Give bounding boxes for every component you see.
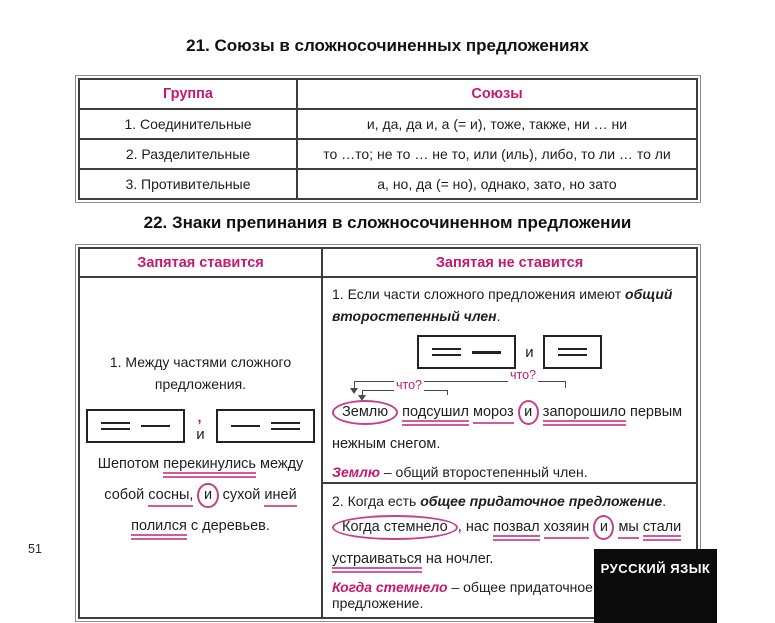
rule-common-subordinate: 2. Когда есть общее придаточное предложение.	[332, 492, 667, 509]
group-cell: 2. Разделительные	[79, 139, 297, 169]
clause-box	[86, 409, 185, 443]
word: нас	[465, 519, 490, 536]
caption-subordinate-clause: Когда стемнело – общее придаточное предложение.	[332, 578, 593, 611]
word-subject: мы	[618, 519, 638, 539]
table-row	[79, 169, 697, 199]
oval-subordinate-clause: Когда стемнело	[332, 515, 458, 540]
caption-term: Когда стемнело	[332, 578, 448, 595]
rule-common-secondary-member: 1. Если части сложного предложения имеют общий второстепенный член.	[332, 286, 673, 324]
table-row	[79, 109, 697, 139]
word-predicate: стали	[643, 519, 681, 541]
table-row	[79, 139, 697, 169]
clause-box	[417, 335, 516, 369]
word-predicate: позвал	[493, 519, 539, 541]
clause-scheme-right	[332, 335, 687, 369]
group-cell: 1. Соединительные	[79, 109, 297, 139]
clause-scheme-left	[86, 409, 315, 443]
word: между	[260, 455, 304, 472]
subject-line-icon	[472, 351, 501, 354]
table-header-row	[79, 248, 697, 277]
subject-line-icon	[141, 425, 170, 428]
word-subject: иней	[264, 487, 296, 507]
caption-term: Землю	[332, 463, 380, 480]
conjunctions-table-frame	[75, 75, 701, 203]
unions-cell: а, но, да (= но), однако, зато, но зато	[297, 169, 697, 199]
brand-logo	[594, 549, 717, 623]
comma-used-cell	[79, 277, 322, 618]
word-predicate: полился	[131, 518, 187, 540]
word-subject: мороз	[473, 404, 514, 424]
predicate-line-icon	[432, 348, 461, 356]
question-label-short: что?	[396, 378, 423, 393]
caption-common-member: Землю – общий второстепенный член.	[332, 463, 588, 480]
section-21-title: 21. Союзы в сложносочиненных предложениях	[186, 36, 589, 55]
arrow-bracket-long	[354, 381, 566, 388]
word-predicate: перекинулись	[163, 456, 256, 478]
subject-line-icon	[231, 425, 260, 428]
conjunctions-table	[78, 78, 698, 200]
rule-term: общее придаточное предложение	[420, 492, 663, 509]
group-cell: 3. Противительные	[79, 169, 297, 199]
word: на ночлег.	[425, 550, 494, 567]
word: собой	[104, 486, 145, 503]
question-label-long: что?	[510, 368, 537, 383]
clause-box	[543, 335, 602, 369]
circled-union: и	[593, 515, 614, 540]
circled-union: и	[197, 483, 218, 508]
word-subject: сосны,	[148, 487, 193, 507]
brand-label: РУССКИЙ ЯЗЫК	[600, 561, 711, 576]
page-number: 51	[28, 542, 42, 556]
comma-mark: ,	[197, 408, 202, 426]
arrowhead-icon	[358, 395, 366, 401]
scheme-connector	[194, 409, 207, 443]
unions-cell: и, да, да и, а (= и), тоже, также, ни … ни	[297, 109, 697, 139]
header-unions: Союзы	[297, 79, 697, 109]
section-22-title: 22. Знаки препинания в сложносочиненном предложении	[143, 213, 632, 232]
word: первым	[630, 404, 683, 421]
word: нежным снегом.	[332, 435, 441, 452]
arrowhead-icon	[350, 388, 358, 394]
oval-common-member: Землю	[332, 400, 398, 425]
question-arrows	[332, 368, 687, 397]
rule-block-common-member	[323, 278, 696, 482]
circled-union: и	[518, 400, 539, 425]
comma-mark: ,	[457, 519, 462, 536]
word-predicate: устраиваться	[332, 551, 422, 573]
word-subject: хозяин	[544, 519, 590, 539]
word-predicate: подсушил	[402, 404, 469, 426]
example-sentence-left	[86, 449, 315, 543]
rule-between-parts: 1. Между частями сложного предложения.	[109, 354, 292, 393]
unions-cell: то …то; не то … не то, или (иль), либо, то ли … то ли	[297, 139, 697, 169]
word-predicate: запорошило	[543, 404, 626, 426]
predicate-line-icon	[271, 422, 300, 430]
table-header-row	[79, 79, 697, 109]
word: с деревьев.	[190, 518, 270, 535]
example-sentence-right-1	[332, 397, 687, 459]
rule-term: общий второстепенный член	[332, 286, 673, 324]
union-letter: и	[196, 425, 205, 443]
header-comma-not-used: Запятая не ставится	[322, 248, 697, 277]
predicate-line-icon	[101, 422, 130, 430]
header-group: Группа	[79, 79, 297, 109]
clause-box	[216, 409, 315, 443]
word: Шепотом	[97, 455, 160, 472]
predicate-line-icon	[558, 348, 587, 356]
union-letter: и	[525, 343, 534, 361]
word: сухой	[222, 486, 261, 503]
header-comma-used: Запятая ставится	[79, 248, 322, 277]
